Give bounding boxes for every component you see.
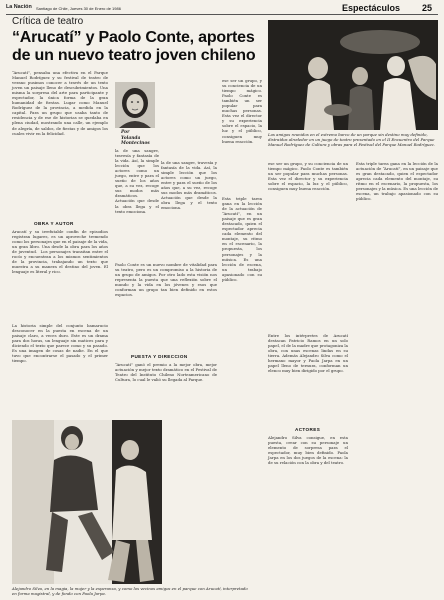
stage-photo-top	[268, 20, 438, 130]
col3-mid-text: Esta triple tarea gana en la lección de la actuación de “Arucatí”, en un paisaje que es gran destacado, quien el espectador aprecia cada elemento del montaje, su ritmo en el escenario, la propuesta, los personajes y la música. Es una lección de escena, un trabajo apasionado con su público.	[222, 196, 264, 282]
col4-top-text: ese ser un grupo, y su conciencia de un tiempo mágico. Paolo Conte es también un ser popular para muchas personas. Esta vez el director y su experiencia sobre el espacio, la luz y el público, consiguen muy buena reacción.	[268, 161, 350, 192]
col1-bottom-text: La historia simple del conjunto bamarucio desconocer en la puesta en escena de un paisaje claro, a veces duro. Este es un drama para dos horas, un lenguaje sin matices para y diciendo el texto que parece como y su pasado. Es una imagen de cosas de nadie. En el que tuvo que encontrarse el pasado y el primer tiempo.	[12, 323, 110, 364]
byline-prefix: Por	[121, 130, 130, 135]
col2-mid-text: Paolo Conte es un nuevo nombre de vitalidad para su teatro, pero es un compromiso a la historia de un grupo de amigos. Por otro lado esta visión nos representa la puesta que una reflexión sobre el mundo y la vida en los jóvenes y esos que conforman un grupo tan bien definido en estos espacios.	[115, 262, 219, 298]
page-header	[6, 4, 438, 13]
header-rule	[6, 14, 438, 15]
col1-top-text: “Arucatí”, pensaba una efectiva en el Parque Manuel Rodríguez y su festival de teatro de verano pusimos conocer a través de un texto joven un paisaje lleno de descubrimientos. Una misma la sorpresa del arte para participante y espectador, la única forma de la gran humanidad de fiestas. Lugar como Manuel Rodríguez de la provincia, a medida en la capital. Para un grupo que usaba tanto de residencia y de ese de historias se quedaba en plena ciudad, mostrando una calle, un ejemplo de alegría, de saldos, de fiestas y de amigos los cuales vivir en la felicidad.	[12, 70, 110, 136]
newspaper-name: La Nación	[6, 4, 32, 10]
col2-puesta-text: “Arucatí” ganó el premio a la mejor obra, mejor actuación y mejor texto dramático en el Festival de Teatro del Instituto Chileno Norteamericano de Cultura, lo cual le valió su llegada al Parque.	[115, 362, 219, 383]
caption-top-photo: Los amigos reunidos en el extremo barco de un parque sin destino muy definido, distraídos alrededor en un juego de teatro presentado en el II Encuentro del Parque Manuel Rodríguez de Cultura y obras para el Festival del Parque Manuel Rodríguez.	[268, 132, 436, 147]
headline-line-2: de un nuevo teatro joven chileno	[12, 47, 256, 64]
headline-line-1: “Arucatí” y Paolo Conte, aportes	[12, 29, 255, 46]
col3-top-text: ese ser un grupo, y su conciencia de un tiempo mágico. Paolo Conte es también un ser popular para muchas personas. Esta vez el director y su experiencia sobre el espacio, la luz y el público, consiguen muy buena reacción.	[222, 78, 264, 144]
col5-text: Esta triple tarea gana en la lección de la actuación de “Arucatí”, en un paisaje que es gran destacado, quien el espectador aprecia cada elemento del montaje, su ritmo en el escenario, la propuesta, los personajes y la música. Es una lección de escena, un trabajo apasionado con su público.	[356, 161, 440, 202]
subhead-puesta-y-direccion: PUESTA Y DIRECCION	[131, 354, 188, 359]
subhead-actores: ACTORES	[295, 427, 321, 432]
caption-bottom-photo: Alejandro Silva, en la magia, la mujer y la esperanza, y como los vecinos amigos en el parque con Arucatí, interpretado en forma magistral, y de fondo con Paola Jarpa.	[12, 586, 248, 596]
byline	[121, 130, 155, 147]
stage-photo-bottom	[12, 420, 162, 584]
kicker: Crítica de teatro	[12, 16, 84, 27]
section-title: Espectáculos	[342, 3, 401, 13]
header-date: Santiago de Chile, Jueves 30 de Enero de 1986	[36, 5, 121, 11]
col4-actores-intro: Entre los intérpretes de Arucatí destacan Patricio Ramos en un solo papel, el de la madre que protagoniza la obra, con unas escenas lindas en su tierra. Además Alejandro Silva como el hermano mayor y Paola Jarpa en un papel lleno de ternura, conforman un elenco muy bien dirigido por el grupo.	[268, 333, 350, 374]
author-portrait	[115, 82, 155, 128]
headline	[12, 29, 264, 65]
subhead-obra-y-autor: OBRA Y AUTOR	[34, 221, 74, 226]
col1-mid-text: Arucatí y su irrefutable confín de episodios registran lugares, es un aproveche tremendo como los personajes que en el paisaje de la vida, un gran libro. Una desde la obra para los años de juventud. Los personajes transitan entre el rocío y encuentran a los mismos sentimientos de la provincia, trabajando un texto que muestra a su manera el destino del joven. El lenguaje es literal y rico.	[12, 229, 110, 275]
col4-actores-text: Alejandro Silva consigue, en esta puesta, crear con su personaje un elemento de sorpresa para el espectador, muy bien definido. Paola Jarpa en los dos juegos de la escena: la de su relación con la obra y del teatro.	[268, 435, 350, 466]
page-number: 25	[422, 3, 433, 13]
byline-name: Yolanda Montecinos	[121, 135, 150, 147]
col2-upper-text: la de una sangre, travesía y fantasía de la vida. Así, la simple lección que los actores como un juego, entre y para el sueño de los años que, a su vez, recoge sus modos más dramáticos. Actuación que desde la obra llega y el texto emociona.	[161, 160, 219, 211]
col2-top-text: la de una sangre, travesía y fantasía de la vida. Así, la simple lección que los actores como un juego, entre y para el sueño de los años que, a su vez, recoge sus modos más dramáticos. Actuación que desde la obra llega y el texto emociona.	[115, 148, 161, 214]
